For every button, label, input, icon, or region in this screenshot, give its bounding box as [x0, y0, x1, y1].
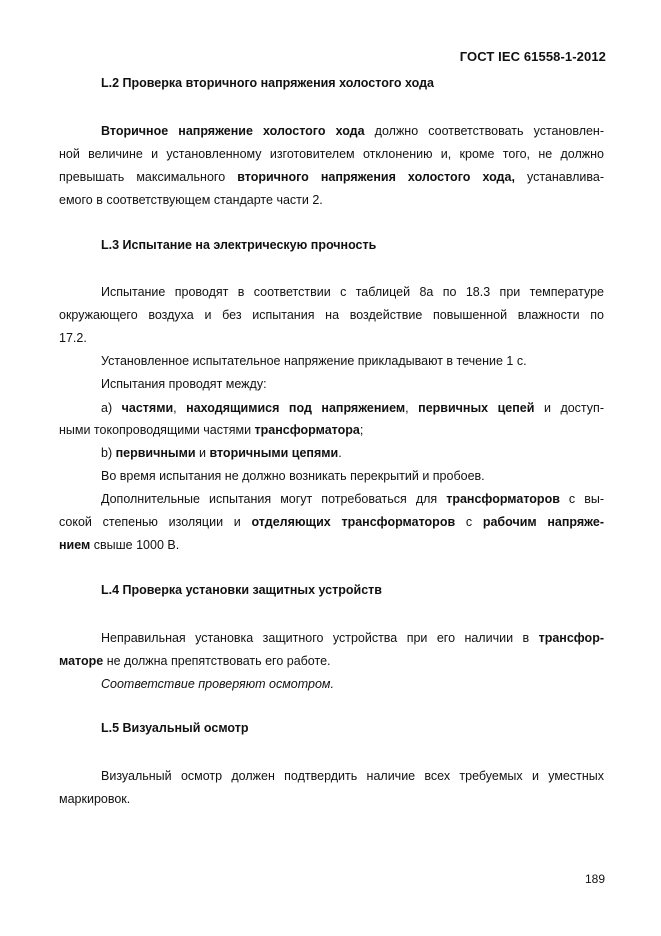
- bold-term: Вторичное напряжение холостого хода: [101, 124, 365, 138]
- text-run: ,: [173, 401, 187, 415]
- text-line: Испытание проводят в соответствии с таблицей 8а по 18.3 при температуре: [101, 285, 604, 299]
- bold-term: вторичного напряжения холостого хода,: [237, 170, 515, 184]
- bold-term: отделяющих трансформаторов: [251, 515, 456, 529]
- section-l3-title: L.3 Испытание на электрическую прочность: [101, 238, 377, 252]
- text-line: Испытания проводят между:: [101, 377, 267, 391]
- compliance-note: Соответствие проверяют осмотром.: [101, 677, 334, 691]
- text-line: [59, 169, 604, 185]
- text-line: [59, 653, 604, 669]
- text-run: .: [338, 446, 342, 460]
- text-run: превышать максимального: [59, 170, 238, 184]
- text-line: ной величине и установленному изготовителем отклонению и, кроме того, не должно: [59, 147, 604, 161]
- text-run: Неправильная установка защитного устройства при его наличии в: [101, 631, 539, 645]
- text-run: сокой степенью изоляции и: [59, 515, 252, 529]
- text-line: Установленное испытательное напряжение прикладывают в течение 1 с.: [101, 354, 527, 368]
- text-line: [101, 123, 604, 139]
- text-run: b): [101, 446, 116, 460]
- page-number: 189: [585, 872, 606, 886]
- bold-term: находящимися под напряжением: [186, 401, 406, 415]
- text-line: [59, 537, 604, 553]
- text-run: ;: [359, 423, 364, 437]
- bold-term: частями: [121, 401, 174, 415]
- text-run: ными токопроводящими частями: [59, 423, 255, 437]
- bold-term: первичных цепей: [418, 401, 535, 415]
- section-l5-title: L.5 Визуальный осмотр: [101, 721, 249, 735]
- text-run: ,: [405, 401, 419, 415]
- list-item-b: [101, 445, 604, 461]
- text-run: Дополнительные испытания могут потребоваться для: [101, 492, 447, 506]
- bold-term: вторичными цепями: [209, 446, 339, 460]
- text-run: и доступ-: [534, 401, 604, 415]
- bold-term: рабочим напряже-: [482, 515, 604, 529]
- text-line: [101, 676, 604, 692]
- text-line: [59, 422, 604, 438]
- document-header: ГОСТ IEC 61558-1-2012: [459, 49, 606, 64]
- bold-term: трансфор-: [538, 631, 604, 645]
- text-run: с: [455, 515, 483, 529]
- text-line: [101, 491, 604, 507]
- text-run: свыше 1000 В.: [90, 538, 180, 552]
- text-line: маркировок.: [59, 792, 131, 806]
- section-l4-title: L.4 Проверка установки защитных устройств: [101, 583, 382, 597]
- text-line: 17.2.: [59, 331, 87, 345]
- text-line: емого в соответствующем стандарте части 2.: [59, 193, 323, 207]
- text-run: и: [195, 446, 210, 460]
- text-line: [101, 630, 604, 646]
- bold-term: нием: [59, 538, 91, 552]
- text-run: не должна препятствовать его работе.: [103, 654, 331, 668]
- bold-term: трансформатора: [254, 423, 360, 437]
- bold-term: трансформаторов: [446, 492, 560, 506]
- text-run: a): [101, 401, 122, 415]
- text-line: окружающего воздуха и без испытания на воздействие повышенной влажности по: [59, 308, 604, 322]
- bold-term: маторе: [59, 654, 104, 668]
- section-l2-title: L.2 Проверка вторичного напряжения холостого хода: [101, 76, 434, 90]
- text-run: устанавлива-: [514, 170, 604, 184]
- text-run: должно соответствовать установлен-: [364, 124, 605, 138]
- bold-term: первичными: [115, 446, 196, 460]
- text-line: Во время испытания не должно возникать перекрытий и пробоев.: [101, 469, 485, 483]
- text-run: с вы-: [559, 492, 604, 506]
- text-line: [59, 514, 604, 530]
- text-line: Визуальный осмотр должен подтвердить наличие всех требуемых и уместных: [101, 769, 604, 783]
- list-item-a: [101, 400, 604, 416]
